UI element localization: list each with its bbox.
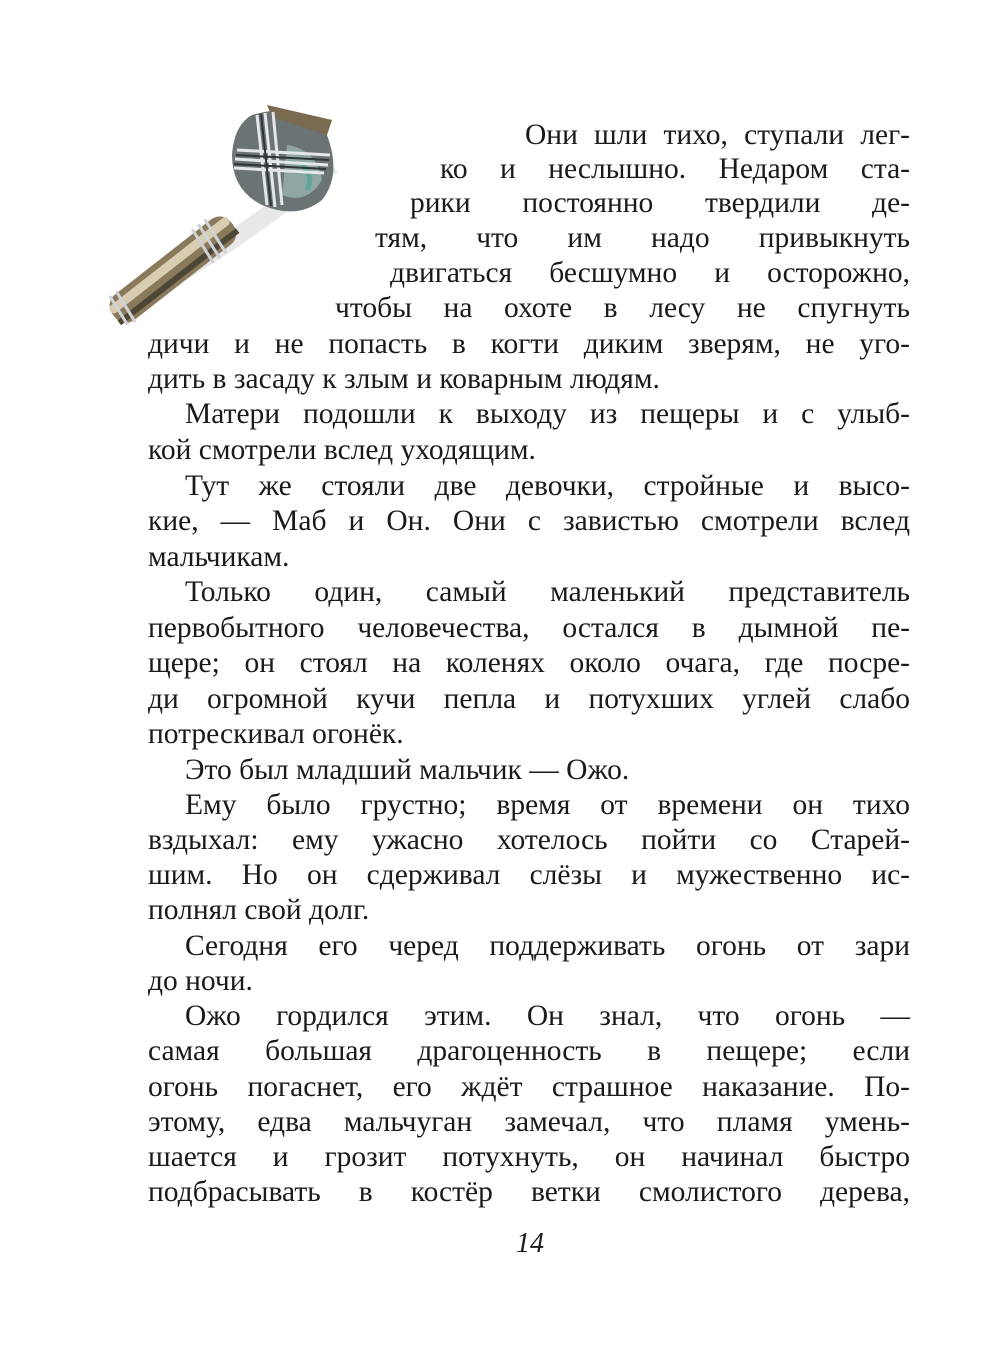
text-line: полнял свой долг. [148,894,370,926]
text-line: Только один, самый маленький представитель [185,576,910,608]
text-line: огонь погаснет, его ждёт страшное наказание. По- [148,1071,910,1103]
text-line: чтобы на охоте в лесу не спугнуть [335,292,910,324]
stone-axe-illustration [102,95,342,325]
text-line: двигаться бесшумно и осторожно, [390,257,910,289]
text-line: дичи и не попасть в когти диким зверям, не уго- [148,328,910,360]
text-line: первобытного человечества, остался в дымной пе- [148,612,910,644]
text-line: Ему было грустно; время от времени он тихо [185,789,910,821]
text-line: Матери подошли к выходу из пещеры и с улыб- [185,398,910,430]
text-line: кой смотрели вслед уходящим. [148,434,536,466]
text-line: рики постоянно твердили де- [410,187,910,219]
page-number: 14 [516,1228,544,1259]
text-line: ди огромной кучи пепла и потухших углей слабо [148,683,910,715]
text-line: Они шли тихо, ступали лег- [525,119,910,151]
text-line: Ожо гордился этим. Он знал, что огонь — [185,1000,910,1032]
text-line: вздыхал: ему ужасно хотелось пойти со Старей- [148,824,910,856]
text-line: Тут же стояли две девочки, стройные и высо- [185,470,910,502]
text-line: Сегодня его черед поддерживать огонь от зари [185,930,910,962]
text-line: мальчикам. [148,541,290,573]
text-line: шается и грозит потухнуть, он начинал быстро [148,1141,910,1173]
text-line: этому, едва мальчуган замечал, что пламя умень- [148,1106,910,1138]
text-line: щере; он стоял на коленях около очага, где посре- [148,647,910,679]
text-line: потрескивал огонёк. [148,718,404,750]
text-line: Это был младший мальчик — Ожо. [185,754,630,786]
text-line: тям, что им надо привыкнуть [375,222,910,254]
text-line: дить в засаду к злым и коварным людям. [148,363,660,395]
text-line: самая большая драгоценность в пещере; если [148,1035,910,1067]
text-line: ко и неслышно. Недаром ста- [440,153,910,185]
text-line: подбрасывать в костёр ветки смолистого дерева, [148,1176,910,1208]
text-line: кие, — Маб и Он. Они с завистью смотрели вслед [148,505,910,537]
text-line: шим. Но он сдерживал слёзы и мужественно ис- [148,859,910,891]
text-line: до ночи. [148,965,253,997]
